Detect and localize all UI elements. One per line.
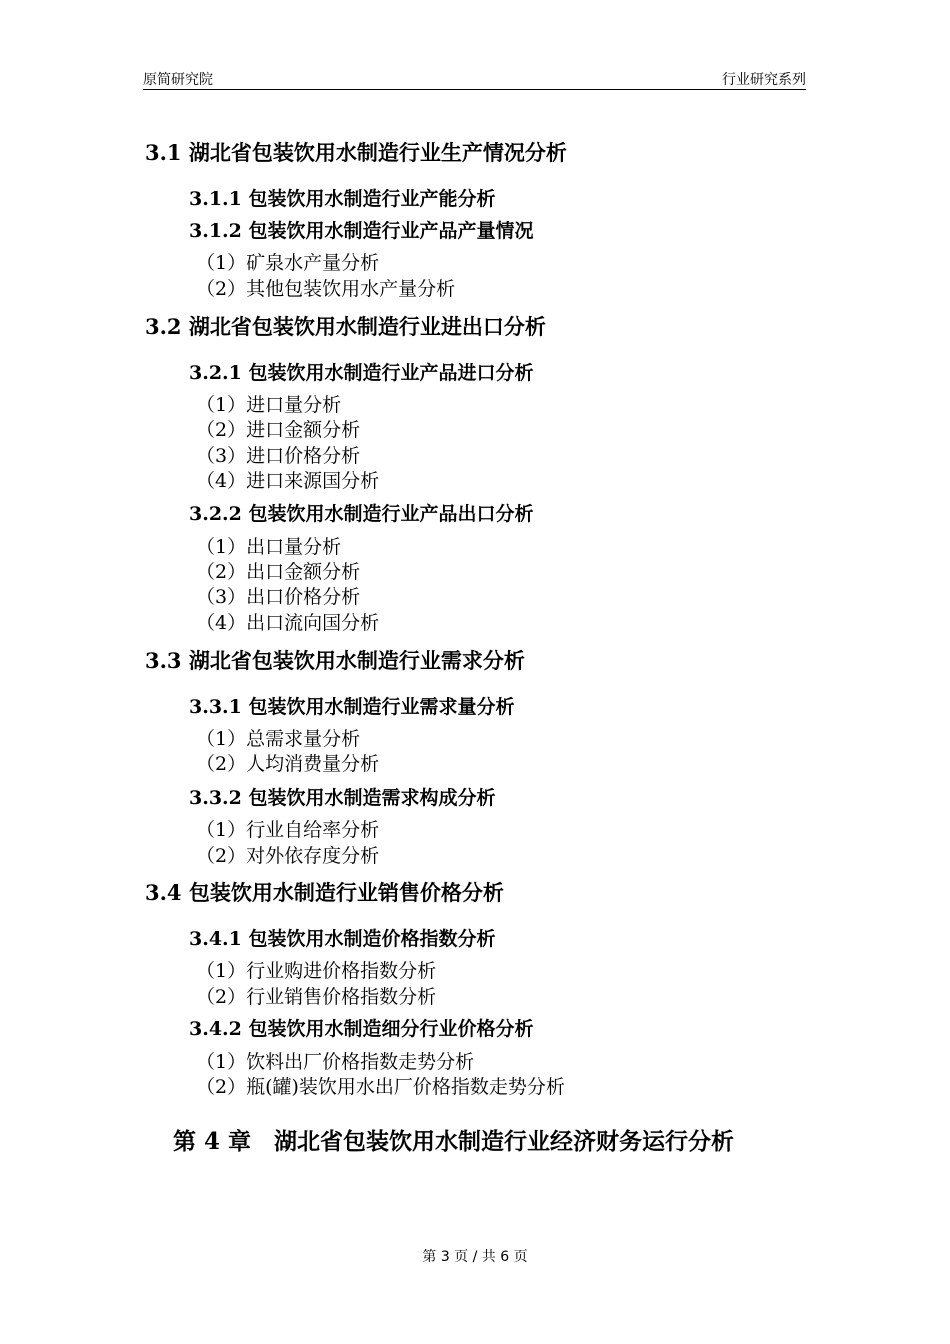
toc-item: （1）行业购进价格指数分析 bbox=[196, 960, 437, 982]
toc-section-3-1: 3.1 湖北省包装饮用水制造行业生产情况分析 bbox=[145, 140, 567, 165]
toc-item: （2）人均消费量分析 bbox=[196, 753, 380, 775]
toc-item: （1）矿泉水产量分析 bbox=[196, 252, 380, 274]
toc-subsection-3-4-2: 3.4.2 包装饮用水制造细分行业价格分析 bbox=[189, 1018, 534, 1040]
toc-subsection-3-1-1: 3.1.1 包装饮用水制造行业产能分析 bbox=[189, 188, 496, 210]
toc-subsection-3-3-1: 3.3.1 包装饮用水制造行业需求量分析 bbox=[189, 696, 515, 718]
toc-item: （2）其他包装饮用水产量分析 bbox=[196, 278, 456, 300]
toc-item: （4）进口来源国分析 bbox=[196, 470, 380, 492]
toc-item: （1）进口量分析 bbox=[196, 394, 342, 416]
toc-subsection-3-1-2: 3.1.2 包装饮用水制造行业产品产量情况 bbox=[189, 220, 534, 242]
toc-item: （2）对外依存度分析 bbox=[196, 845, 380, 867]
toc-section-3-4: 3.4 包装饮用水制造行业销售价格分析 bbox=[145, 880, 504, 905]
chapter-heading: 第 4 章 湖北省包装饮用水制造行业经济财务运行分析 bbox=[173, 1128, 735, 1155]
toc-item: （3）进口价格分析 bbox=[196, 445, 361, 467]
toc-item: （2）出口金额分析 bbox=[196, 561, 361, 583]
page-footer: 第 3 页 / 共 6 页 bbox=[422, 1249, 528, 1265]
toc-item: （1）饮料出厂价格指数走势分析 bbox=[196, 1051, 475, 1073]
toc-item: （4）出口流向国分析 bbox=[196, 612, 380, 634]
toc-item: （1）行业自给率分析 bbox=[196, 819, 380, 841]
toc-item: （1）总需求量分析 bbox=[196, 728, 361, 750]
header-org: 原简研究院 bbox=[143, 72, 213, 88]
toc-item: （2）行业销售价格指数分析 bbox=[196, 986, 437, 1008]
toc-section-3-2: 3.2 湖北省包装饮用水制造行业进出口分析 bbox=[145, 314, 546, 339]
toc-subsection-3-2-1: 3.2.1 包装饮用水制造行业产品进口分析 bbox=[189, 362, 534, 384]
page-header bbox=[143, 67, 806, 90]
toc-item: （3）出口价格分析 bbox=[196, 586, 361, 608]
toc-subsection-3-4-1: 3.4.1 包装饮用水制造价格指数分析 bbox=[189, 928, 496, 950]
toc-subsection-3-3-2: 3.3.2 包装饮用水制造需求构成分析 bbox=[189, 787, 496, 809]
toc-section-3-3: 3.3 湖北省包装饮用水制造行业需求分析 bbox=[145, 648, 525, 673]
header-series: 行业研究系列 bbox=[722, 72, 806, 88]
toc-subsection-3-2-2: 3.2.2 包装饮用水制造行业产品出口分析 bbox=[189, 503, 534, 525]
toc-item: （2）瓶(罐)装饮用水出厂价格指数走势分析 bbox=[196, 1076, 565, 1098]
toc-item: （1）出口量分析 bbox=[196, 536, 342, 558]
toc-item: （2）进口金额分析 bbox=[196, 419, 361, 441]
